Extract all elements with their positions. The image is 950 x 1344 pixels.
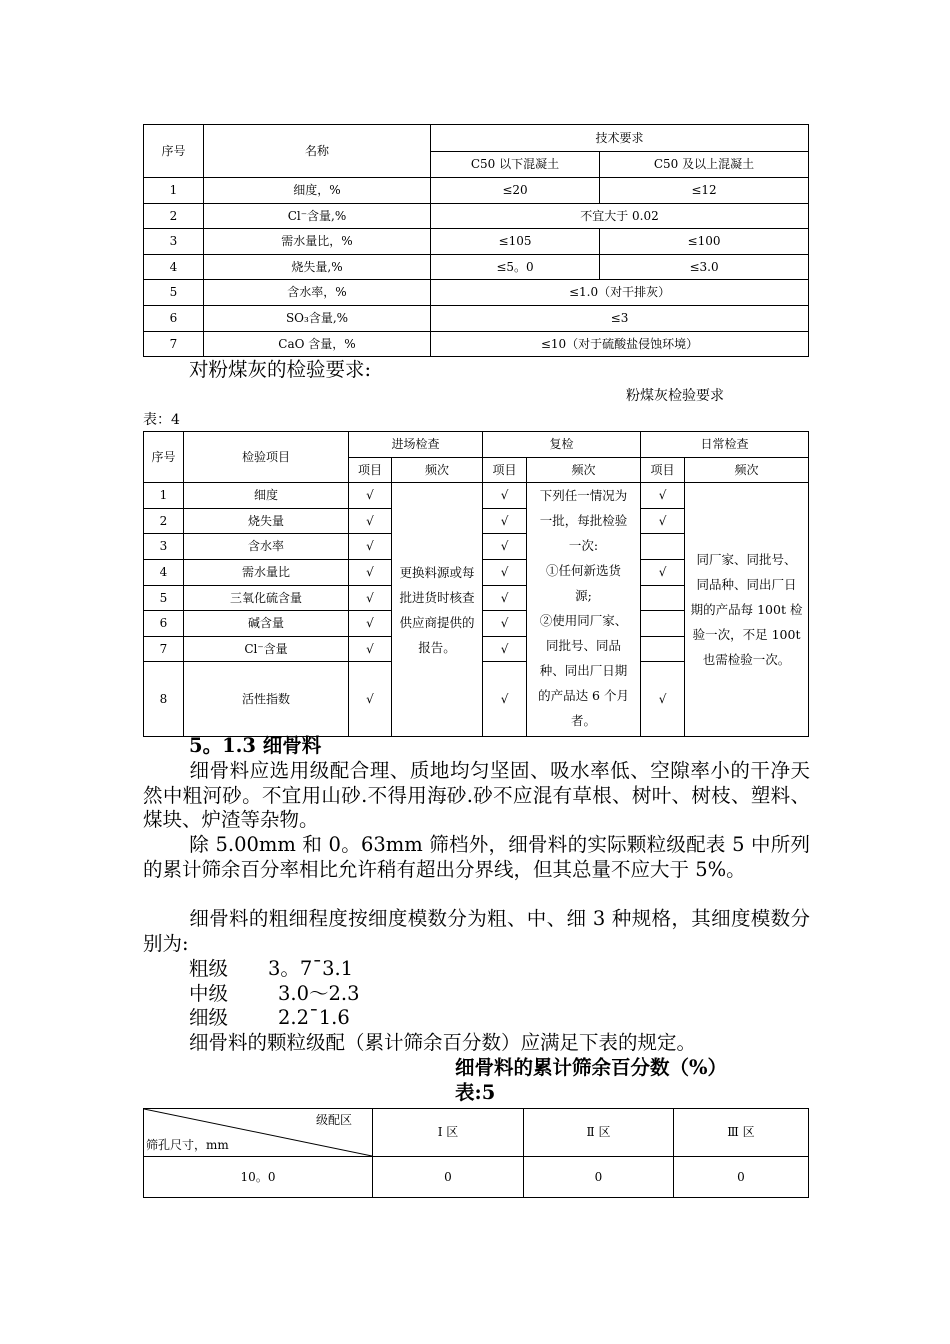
header-c50-below: C50 以下混凝土 [431, 151, 600, 178]
daily-frequency: 同厂家、同批号、 同品种、同出厂日 期的产品每 100t 检 验一次，不足 100t 也需检验一次。 [685, 483, 809, 737]
cell-no: 2 [144, 203, 204, 229]
check-mark: √ [641, 508, 685, 534]
check-mark: √ [349, 508, 392, 534]
check-mark: √ [349, 559, 392, 585]
check-mark [641, 611, 685, 637]
table-row [144, 280, 809, 306]
cell-value: ≤3.0 [600, 254, 809, 280]
cell-no: 8 [144, 662, 184, 737]
cell-name: CaO 含量，% [204, 331, 431, 357]
cell-item: 细度 [184, 483, 349, 509]
table-row [144, 483, 809, 509]
cell-value: ≤5。0 [431, 254, 600, 280]
table3-label: 表:5 [455, 1081, 496, 1104]
header-freq: 频次 [527, 457, 641, 483]
cell-no: 7 [144, 331, 204, 357]
header-tech: 技术要求 [431, 125, 809, 152]
sieve-axis-label: 筛孔尺寸，mm [146, 1137, 229, 1152]
table-row [144, 229, 809, 255]
cell-value: ≤3 [431, 305, 809, 331]
cell-item: 活性指数 [184, 662, 349, 737]
paragraph-3: 细骨料的粗细程度按细度模数分为粗、中、细 3 种规格，其细度模数分别为: [143, 907, 810, 955]
cell-value: ≤10（对于硫酸盐侵蚀环境） [431, 331, 809, 357]
table-row [144, 203, 809, 229]
grade-medium-label: 中级 [189, 982, 229, 1005]
check-mark: √ [641, 559, 685, 585]
grade-fine-value: 2.2¯1.6 [278, 1006, 350, 1029]
cell-item: 需水量比 [184, 559, 349, 585]
header-no: 序号 [144, 125, 204, 178]
header-no: 序号 [144, 432, 184, 483]
check-mark: √ [483, 534, 527, 560]
check-mark: √ [349, 585, 392, 611]
cell-no: 2 [144, 508, 184, 534]
table2-label: 表：4 [143, 412, 180, 428]
grade-coarse-label: 粗级 [189, 957, 229, 980]
recheck-frequency: 下列任一情况为 一批，每批检验 一次: ①任何新选货 源; ②使用同厂家、 同批号、同品 种、同出厂日期 的产品达 6 个月 者。 [527, 483, 641, 737]
sieve-grading-table [143, 1108, 809, 1198]
cell-name: SO₃含量,% [204, 305, 431, 331]
check-mark: √ [349, 534, 392, 560]
table3-title: 细骨料的累计筛余百分数（%） [455, 1056, 728, 1079]
header-zone-1: Ⅰ 区 [373, 1109, 524, 1157]
section-heading: 5。1.3 细骨料 [189, 734, 322, 757]
cell-item: 三氧化硫含量 [184, 585, 349, 611]
cell-value: ≤20 [431, 178, 600, 204]
header-zone-3: Ⅲ 区 [674, 1109, 809, 1157]
entry-frequency: 更换料源或每 批进货时核查 供应商提供的 报告。 [392, 483, 483, 737]
fly-ash-tech-table [143, 124, 809, 357]
corner-header-cell [144, 1109, 373, 1157]
cell-no: 5 [144, 280, 204, 306]
cell-no: 6 [144, 305, 204, 331]
cell-value: ≤1.0（对干排灰） [431, 280, 809, 306]
check-mark: √ [641, 483, 685, 509]
cell-item: 烧失量 [184, 508, 349, 534]
cell-value: ≤100 [600, 229, 809, 255]
cell-name: 需水量比，% [204, 229, 431, 255]
cell-name: 含水率，% [204, 280, 431, 306]
cell-value: 不宜大于 0.02 [431, 203, 809, 229]
check-mark: √ [483, 636, 527, 662]
cell-no: 4 [144, 254, 204, 280]
cell-value: ≤12 [600, 178, 809, 204]
cell-name: 细度，% [204, 178, 431, 204]
paragraph-1: 细骨料应选用级配合理、质地均匀坚固、吸水率低、空隙率小的干净天然中粗河砂。不宜用山砂.不得用海砂.砂不应混有草根、树叶、树枝、塑料、煤块、炉渣等杂物。 [143, 759, 810, 831]
header-proj: 项目 [483, 457, 527, 483]
check-mark: √ [483, 585, 527, 611]
header-recheck: 复检 [483, 432, 641, 458]
cell-value: ≤105 [431, 229, 600, 255]
paragraph-2: 除 5.00mm 和 0。63mm 筛档外，细骨料的实际颗粒级配表 5 中所列的累计筛余百分率相比允许稍有超出分界线，但其总量不应大于 5%。 [143, 833, 810, 881]
header-c50-above: C50 及以上混凝土 [600, 151, 809, 178]
check-mark: √ [349, 662, 392, 737]
header-item: 检验项目 [184, 432, 349, 483]
check-mark: √ [349, 636, 392, 662]
header-daily: 日常检查 [641, 432, 809, 458]
header-freq: 频次 [685, 457, 809, 483]
grade-fine-label: 细级 [189, 1006, 229, 1029]
check-mark: √ [349, 483, 392, 509]
cell-no: 3 [144, 229, 204, 255]
zone-axis-label: 级配区 [315, 1113, 352, 1127]
cell-item: 碱含量 [184, 611, 349, 637]
cell-item: 含水率 [184, 534, 349, 560]
table-row [144, 254, 809, 280]
table-row [144, 305, 809, 331]
cell-value: 0 [674, 1157, 809, 1198]
header-zone-2: Ⅱ 区 [524, 1109, 674, 1157]
check-mark: √ [483, 559, 527, 585]
check-mark: √ [483, 483, 527, 509]
cell-no: 5 [144, 585, 184, 611]
header-entry: 进场检查 [349, 432, 483, 458]
cell-sieve-size: 10。0 [144, 1157, 373, 1198]
check-mark: √ [483, 611, 527, 637]
table2-title: 粉煤灰检验要求 [626, 388, 724, 404]
fly-ash-heading: 对粉煤灰的检验要求: [189, 358, 372, 381]
cell-name: Cl⁻含量,% [204, 203, 431, 229]
check-mark: √ [349, 611, 392, 637]
cell-value: 0 [524, 1157, 674, 1198]
cell-no: 1 [144, 483, 184, 509]
cell-no: 1 [144, 178, 204, 204]
table-row [144, 331, 809, 357]
cell-no: 6 [144, 611, 184, 637]
cell-no: 7 [144, 636, 184, 662]
grade-medium-value: 3.0～2.3 [278, 982, 360, 1005]
check-mark: √ [483, 508, 527, 534]
check-mark [641, 636, 685, 662]
table-row [144, 1157, 809, 1198]
cell-value: 0 [373, 1157, 524, 1198]
cell-no: 3 [144, 534, 184, 560]
check-mark [641, 585, 685, 611]
fly-ash-inspection-table [143, 431, 809, 737]
cell-no: 4 [144, 559, 184, 585]
check-mark: √ [483, 662, 527, 737]
check-mark: √ [641, 662, 685, 737]
table-row [144, 178, 809, 204]
header-proj: 项目 [641, 457, 685, 483]
cell-item: Cl⁻含量 [184, 636, 349, 662]
paragraph-4: 细骨料的颗粒级配（累计筛余百分数）应满足下表的规定。 [189, 1031, 697, 1054]
header-proj: 项目 [349, 457, 392, 483]
header-freq: 频次 [392, 457, 483, 483]
grade-coarse-value: 3。7¯3.1 [268, 957, 354, 980]
check-mark [641, 534, 685, 560]
cell-name: 烧失量,% [204, 254, 431, 280]
header-name: 名称 [204, 125, 431, 178]
